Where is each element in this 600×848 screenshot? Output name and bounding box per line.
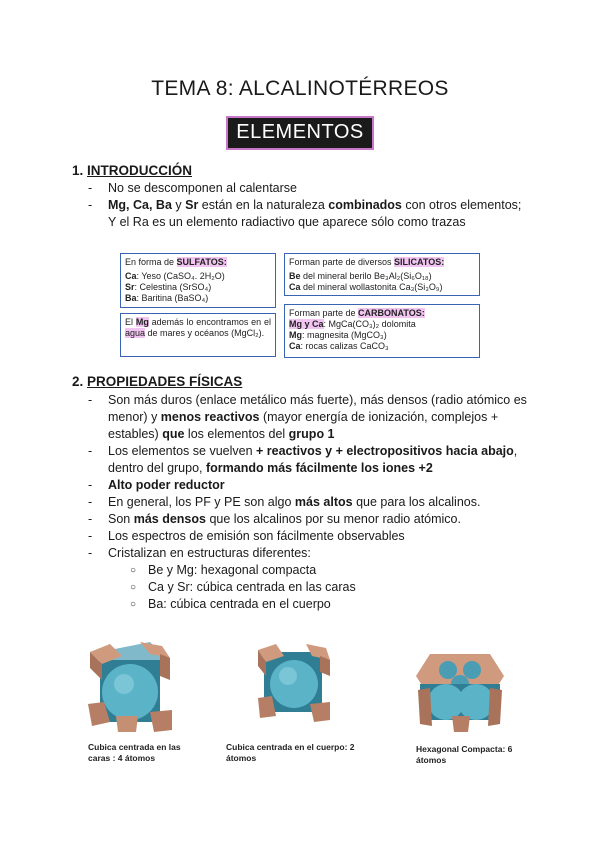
sub-list-item: ○ Ca y Sr: cúbica centrada en las caras [130, 579, 528, 596]
list-item [88, 443, 528, 477]
list-item [88, 197, 528, 231]
bullet-text: los elementos del [184, 427, 289, 441]
box-text: : Celestina (SrSO₄) [134, 282, 212, 292]
list-item [88, 494, 528, 511]
bullet-bold: grupo 1 [288, 427, 335, 441]
hcp-illustration [412, 640, 508, 734]
box-text: : rocas calizas CaCO₃ [300, 341, 389, 351]
page-title: TEMA 8: ALCALINOTÉRREOS [151, 77, 449, 100]
bullet-bold: Mg, Ca, Ba [108, 198, 172, 212]
bullet-text: (mayor energía de ionización, complejos + estables) [108, 410, 499, 441]
carbonatos-box [284, 304, 480, 358]
bullet-text: Son más duros (enlace metálico más fuerte), más densos (radio atómico es menor) y [108, 393, 527, 424]
bullet-text: En general, los PF y PE son algo [108, 495, 295, 509]
box-bold: Sr [125, 282, 135, 292]
box-text: El [125, 317, 136, 327]
subtitle-badge: ELEMENTOS [226, 116, 374, 150]
bullet-bold: combinados [328, 198, 402, 212]
bullet-bold: más altos [294, 495, 353, 509]
sulfatos-box [120, 253, 276, 308]
box-text: Forman parte de diversos [289, 257, 395, 267]
box-text: : magnesita (MgCO₃) [302, 330, 387, 340]
bullet-text: , dentro del grupo, [108, 444, 518, 475]
section2-list [88, 392, 528, 613]
subtitle-wrap [0, 116, 600, 150]
bullet-bold: Alto poder reductor [108, 478, 225, 492]
box-text: : Yeso (CaSO₄. 2H₂O) [136, 271, 225, 281]
box-text: del mineral wollastonita Ca₃(Si₃O₉) [300, 282, 443, 292]
box-bold: Ca [289, 282, 301, 292]
box-bold: Be [289, 271, 301, 281]
sub-list-item: ○ Be y Mg: hexagonal compacta [130, 562, 528, 579]
fcc-illustration [80, 632, 180, 736]
list-item [88, 180, 528, 197]
box-highlight: Mg y Ca [289, 319, 324, 329]
box-highlight: SULFATOS: [176, 257, 227, 267]
bullet-bold: Sr [185, 198, 199, 212]
sub-list-item: ○ Ba: cúbica centrada en el cuerpo [130, 596, 528, 613]
box-bold: Mg [289, 330, 302, 340]
list-item [88, 545, 528, 613]
bullet-text: y [171, 198, 186, 212]
box-text: de mares y océanos (MgCl₂). [145, 328, 265, 338]
box-text: Forman parte de [289, 308, 359, 318]
bullet-text: que para los alcalinos. [352, 495, 481, 509]
box-bold: Ca [289, 341, 301, 351]
box-highlight: SILICATOS: [394, 257, 445, 267]
bullet-text: Los espectros de emisión son fácilmente observables [108, 529, 405, 543]
bcc-caption: Cubica centrada en el cuerpo: 2 átomos [226, 742, 355, 763]
bullet-bold: más densos [133, 512, 206, 526]
bullet-text: están en la naturaleza [198, 198, 329, 212]
bullet-text: Cristalizan en estructuras diferentes: [108, 546, 311, 560]
list-item [88, 392, 528, 443]
section1-heading [72, 163, 192, 178]
list-item [88, 528, 528, 545]
bullet-text: que los alcalinos por su menor radio atómico. [205, 512, 461, 526]
bullet-bold: + reactivos y + electropositivos hacia abajo [256, 444, 514, 458]
bullet-text: No se descomponen al calentarse [108, 181, 298, 195]
box-highlight: Mg [135, 317, 149, 327]
box-highlight: agua [125, 328, 146, 338]
box-highlight: CARBONATOS: [358, 308, 425, 318]
bcc-illustration [252, 636, 336, 726]
box-text: del mineral berilo Be₃Al₂(Si₆O₁₈) [300, 271, 432, 281]
silicatos-box [284, 253, 480, 296]
sub-list [108, 562, 528, 613]
box-bold: Ca [125, 271, 137, 281]
box-text: En forma de [125, 257, 177, 267]
section2-title: PROPIEDADES FÍSICAS [87, 374, 243, 389]
mg-box [120, 313, 276, 357]
bullet-text: Son [108, 512, 134, 526]
section1-title: INTRODUCCIÓN [87, 163, 193, 178]
bullet-bold: menos reactivos [160, 410, 260, 424]
box-text: : Baritina (BaSO₄) [136, 293, 209, 303]
section1-list [88, 180, 528, 231]
section2-number: 2. [72, 374, 84, 389]
bullet-bold: que [162, 427, 185, 441]
box-text: además lo encontramos en el [148, 317, 271, 327]
section1-number: 1. [72, 163, 84, 178]
list-item [88, 511, 528, 528]
box-text: : MgCa(CO₃)₂ dolomita [323, 319, 416, 329]
hcp-caption: Hexagonal Compacta: 6 átomos [416, 744, 513, 765]
list-item [88, 477, 528, 494]
bullet-text: con otros elementos; Y el Ra es un elemento radiactivo que aparece sólo como trazas [108, 198, 522, 229]
box-bold: Ba [125, 293, 137, 303]
bullet-bold: formando más fácilmente los iones +2 [206, 461, 433, 475]
section2-heading [72, 374, 242, 389]
bullet-text: Los elementos se vuelven [108, 444, 257, 458]
fcc-caption: Cubica centrada en las caras : 4 átomos [88, 742, 181, 763]
